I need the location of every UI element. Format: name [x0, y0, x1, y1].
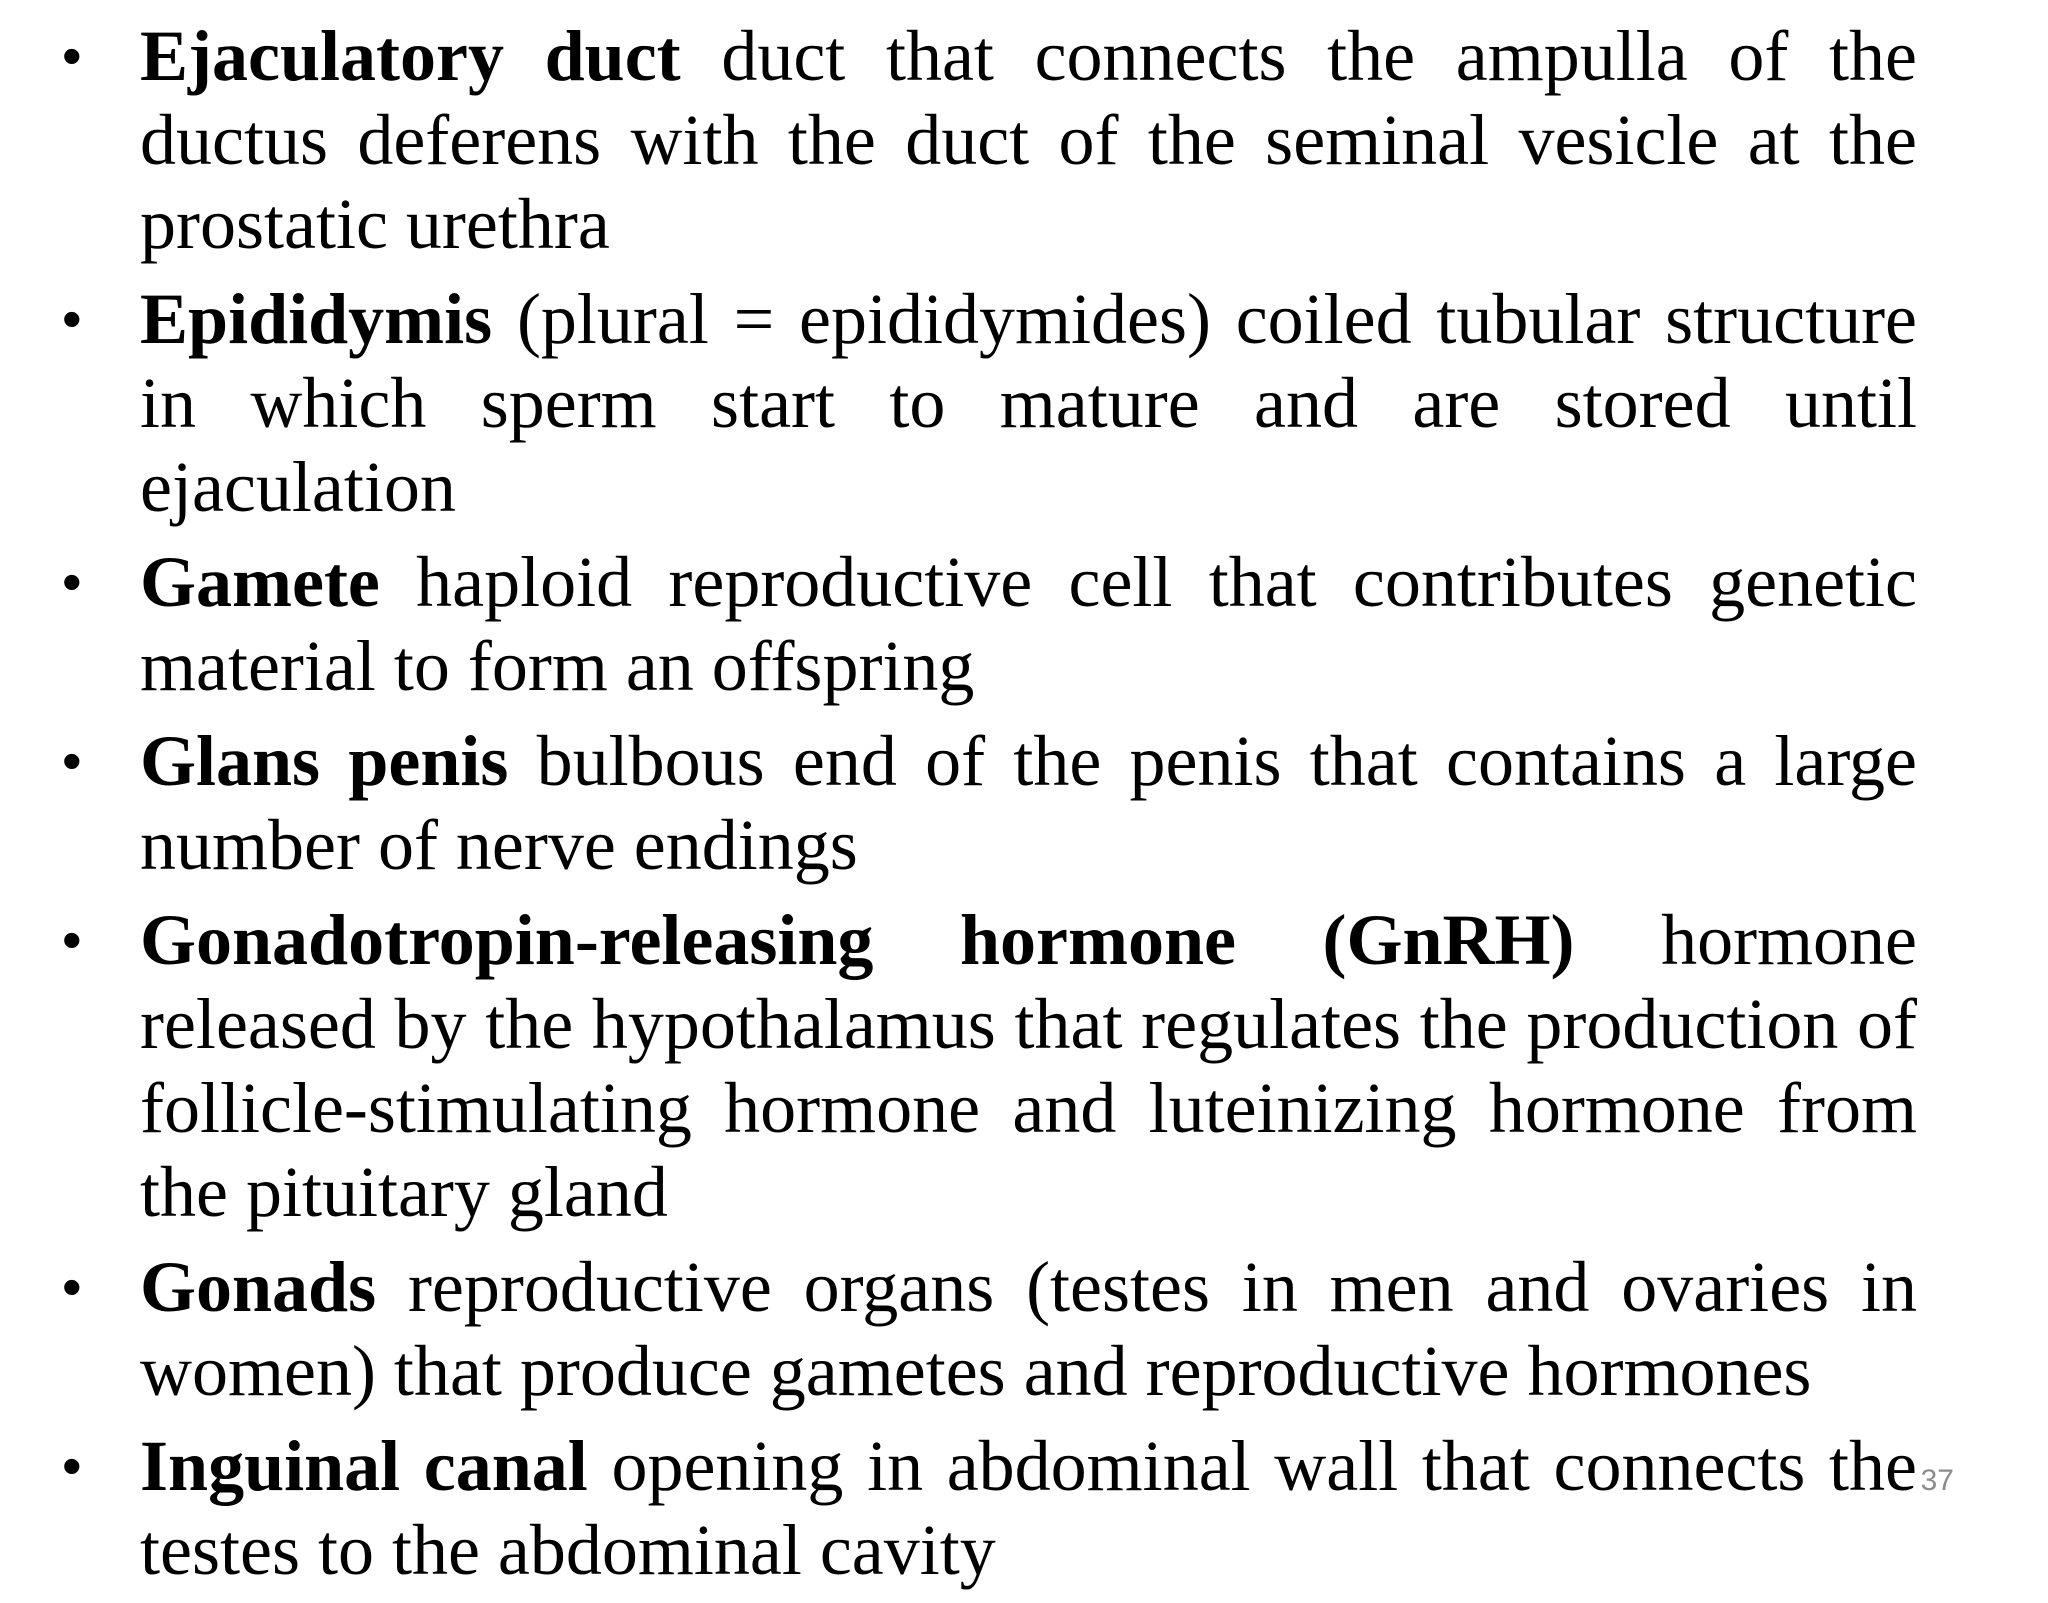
glossary-definition: bulbous end of the penis that contains a large number of nerve endings [140, 721, 1917, 885]
glossary-list [62, 14, 1917, 1603]
glossary-term: Gamete [140, 542, 380, 622]
glossary-entry-inguinal-canal [62, 1424, 1917, 1592]
glossary-term: Gonads [140, 1247, 377, 1327]
glossary-definition: haploid reproductive cell that contributes genetic material to form an offspring [140, 542, 1918, 706]
bullet-icon: • [62, 1434, 82, 1497]
bullet-icon: • [62, 908, 82, 971]
glossary-entry-ejaculatory-duct [62, 14, 1917, 266]
bullet-icon: • [62, 287, 82, 350]
glossary-term: Glans penis [140, 721, 509, 801]
glossary-definition: (plural = epididymides) coiled tubular structure in which sperm start to mature and are stored until ejaculation [140, 279, 1918, 527]
glossary-definition: opening in abdominal wall that connects the testes to the abdominal cavity [140, 1426, 1918, 1590]
bullet-icon: • [62, 550, 82, 613]
bullet-icon: • [62, 24, 82, 87]
glossary-term: Ejaculatory duct [140, 16, 681, 96]
bullet-icon: • [62, 1255, 82, 1318]
bullet-icon: • [62, 729, 82, 792]
glossary-entry-gamete [62, 540, 1917, 708]
glossary-entry-epididymis [62, 277, 1917, 529]
glossary-definition: reproductive organs (testes in men and ovaries in women) that produce gametes and reproductive hormones [140, 1247, 1917, 1411]
glossary-entry-gonads [62, 1245, 1917, 1413]
glossary-definition: hormone released by the hypothalamus that regulates the production of follicle-stimulating hormone and luteinizing hormone from the pituitary gland [140, 900, 1918, 1232]
page-number: 37 [1920, 1464, 1954, 1497]
glossary-definition: duct that connects the ampulla of the ductus deferens with the duct of the seminal vesicle at the prostatic urethra [140, 16, 1917, 264]
glossary-term: Inguinal canal [140, 1426, 588, 1506]
glossary-term: Epididymis [140, 279, 493, 359]
glossary-term: Gonadotropin-releasing hormone (GnRH) [140, 900, 1575, 980]
glossary-entry-glans-penis [62, 719, 1917, 887]
glossary-entry-gnrh [62, 898, 1917, 1234]
